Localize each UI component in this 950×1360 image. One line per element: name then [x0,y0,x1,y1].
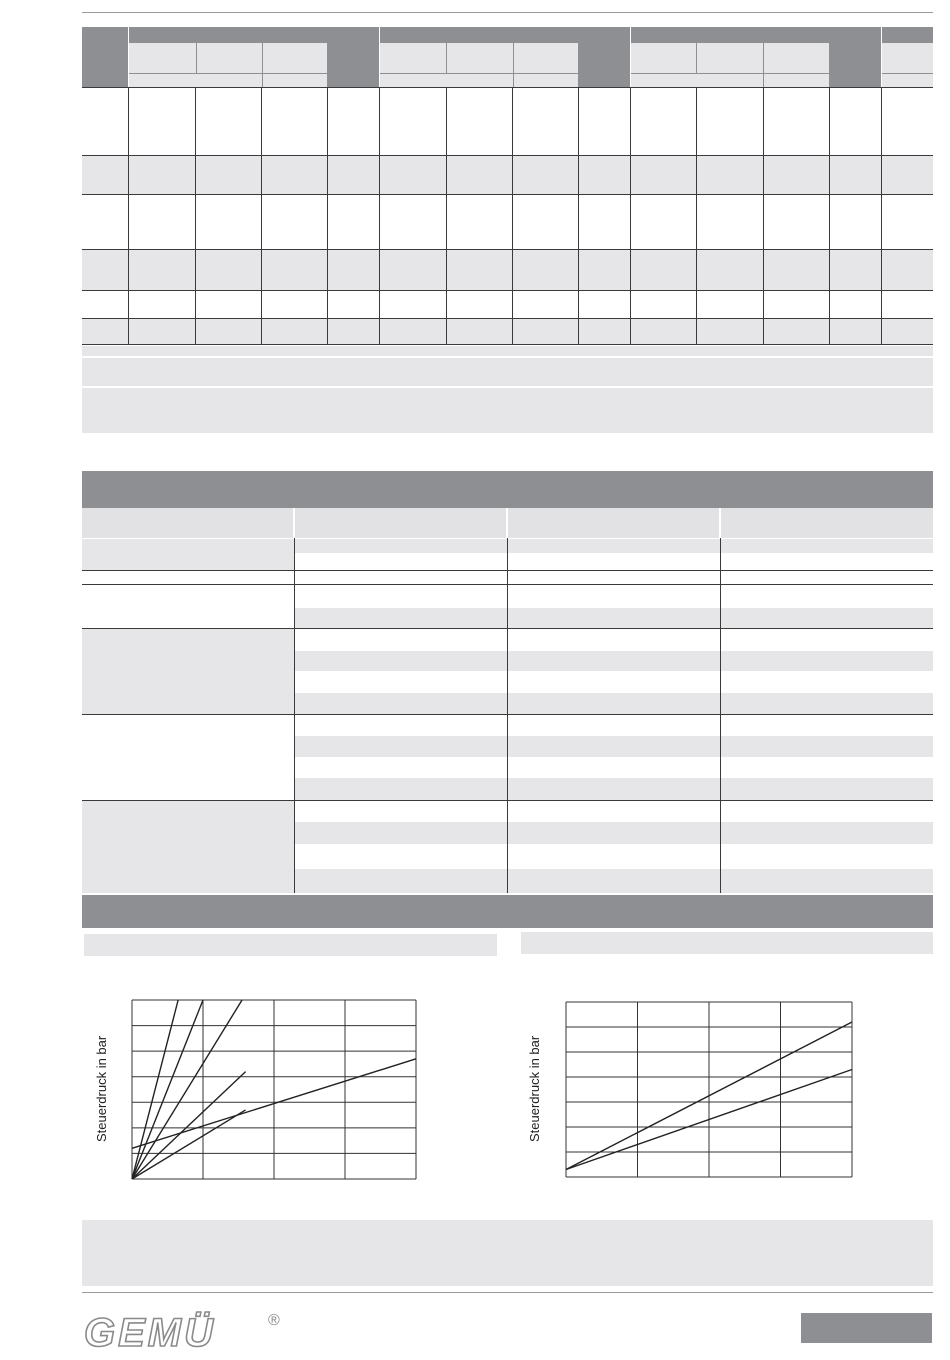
table-row-group-label [82,800,294,893]
page-number-box [801,1313,932,1343]
table-subheader-cell [380,74,513,87]
table-subheader-cell [129,43,196,73]
table-subheader-cell [882,74,933,87]
table-note [82,346,933,356]
chart-right [565,1001,853,1178]
table-row [295,869,933,893]
chart-caption-left [84,934,497,956]
table-column-header [721,508,933,538]
table-subheader-cell [197,43,262,73]
table-column-header [82,508,293,538]
table-subheader-cell [631,43,696,73]
chart-series-line-3 [132,1000,242,1179]
footer-note [82,1220,933,1286]
top-data-table [82,27,933,345]
table-row-shaded [82,318,933,345]
table-row [295,736,933,757]
table-row-group-label [82,628,294,714]
table-subheader-cell [631,74,763,87]
svg-text:GEMÜ: GEMÜ [84,1311,216,1354]
table-row [295,822,933,844]
table-subheader-cell [697,43,763,73]
table-subheader-cell [764,74,829,87]
table-subheader-cell [514,74,578,87]
table-subheader-cell [882,43,933,73]
table-title-bar [82,471,933,508]
table-note [82,388,933,433]
chart-series-line-1 [132,1000,178,1179]
table-column-header [508,508,719,538]
table-row-group-label [82,539,294,570]
table-row [295,608,933,628]
table-subheader-cell [263,43,327,73]
registered-mark: ® [268,1312,280,1329]
table-subheader-cell [447,43,513,73]
table-subheader-cell [129,74,262,87]
header-rule [82,12,933,13]
middle-data-table [82,471,933,893]
chart-caption-right [521,932,933,954]
table-subheader-cell [764,43,829,73]
table-row [295,539,933,553]
section-header-bar [82,895,933,928]
chart-left [131,999,417,1180]
table-row-shaded [82,155,933,194]
table-row-shaded [82,249,933,290]
table-row [295,778,933,800]
table-subheader-cell [380,43,446,73]
table-column-header [295,508,506,538]
table-header-cell [82,27,128,87]
chart-left-ylabel: Steuerdruck in bar [94,1035,109,1142]
table-note [82,358,933,386]
table-row [295,693,933,714]
table-row [295,651,933,671]
table-subheader-cell [514,43,578,73]
chart-right-ylabel: Steuerdruck in bar [527,1035,542,1142]
footer-rule [82,1292,933,1293]
gemu-logo [82,1308,272,1354]
chart-series-line-2 [132,1000,203,1179]
table-subheader-cell [263,74,327,87]
chart-series-line-5 [132,1110,246,1179]
